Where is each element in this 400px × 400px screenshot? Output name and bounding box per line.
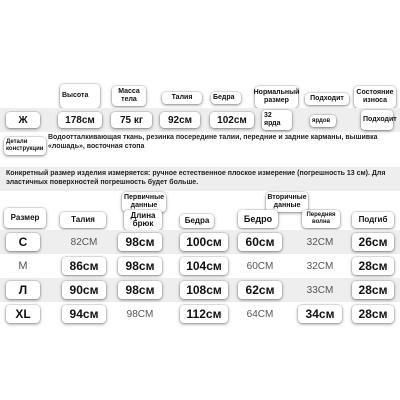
value-hips: 102см xyxy=(210,112,254,128)
col-header-thigh: Бедро xyxy=(238,210,278,228)
header-waist: Талия xyxy=(162,92,202,104)
thigh-cell: 64CM xyxy=(246,308,274,320)
header-height: Высота xyxy=(60,84,100,108)
rise-cell: 34см xyxy=(298,305,342,323)
value-normal-size: 32 ярда xyxy=(262,110,292,130)
waist-cell: 86см xyxy=(62,257,106,275)
length-cell: 98CM xyxy=(126,308,154,320)
header-weight: Масса тела xyxy=(112,86,146,106)
hem-cell: 28см xyxy=(352,305,394,323)
waist-cell: 94см xyxy=(62,305,106,323)
col-header-waist: Талия xyxy=(60,212,106,228)
hem-cell: 28см xyxy=(352,257,394,275)
value-weight: 75 кг xyxy=(111,112,152,128)
note-text: Конкретный размер изделия измеряется: ручное естественное плоское измерение (погрешность 13 см). Для эластичных поверхностей погрешность будет больше. xyxy=(6,170,386,186)
size-cell: M xyxy=(18,260,28,272)
hips-cell: 104см xyxy=(180,257,228,275)
secondary-data-label: Вторичные данные xyxy=(266,192,308,212)
rise-cell: 33CM xyxy=(306,284,334,296)
waist-cell: 82CM xyxy=(70,236,98,248)
hem-cell: 28см xyxy=(352,281,394,299)
length-cell: 98см xyxy=(118,233,162,251)
thigh-cell: 60см xyxy=(238,233,282,251)
size-cell: Л xyxy=(6,281,40,299)
col-header-hips: Бедра xyxy=(180,214,214,228)
details-label: Детали конструкции xyxy=(4,137,46,155)
header-condition: Состояние износа xyxy=(354,86,396,108)
col-header-length: Длина брюк xyxy=(124,210,162,230)
col-header-hem: Подгиб xyxy=(352,212,394,228)
header-hips: Бедра xyxy=(211,92,241,104)
hem-cell: 26см xyxy=(352,233,394,251)
col-header-front-rise: Передняя волна xyxy=(302,210,340,228)
hips-cell: 112см xyxy=(180,305,228,323)
col-header-size: Размер xyxy=(4,208,46,228)
value-height: 178см xyxy=(58,112,102,128)
header-normal-size: Нормальный размер xyxy=(255,86,298,108)
value-waist: 92см xyxy=(160,112,200,128)
header-fits: Подходит xyxy=(305,93,349,105)
thigh-cell: 60CM xyxy=(246,260,274,272)
value-size: Ж xyxy=(6,112,40,128)
value-fits: ярдов xyxy=(310,115,336,127)
value-condition: Подходит xyxy=(361,110,393,130)
length-cell: 98см xyxy=(118,257,162,275)
thigh-cell: 62см xyxy=(238,281,282,299)
length-cell: 98см xyxy=(118,281,162,299)
size-cell: C xyxy=(6,233,40,251)
rise-cell: 32CM xyxy=(306,260,334,272)
size-cell: XL xyxy=(6,305,40,323)
primary-data-label: Первичные данные xyxy=(122,192,166,212)
rise-cell: 32CM xyxy=(306,236,334,248)
waist-cell: 90см xyxy=(62,281,106,299)
hips-cell: 108см xyxy=(180,281,228,299)
hips-cell: 100см xyxy=(180,233,228,251)
details-text: Водоотталкивающая ткань, резинка посередине талии, передние и задние карманы, вышивка «лошадь», восточная стопа xyxy=(48,134,378,150)
